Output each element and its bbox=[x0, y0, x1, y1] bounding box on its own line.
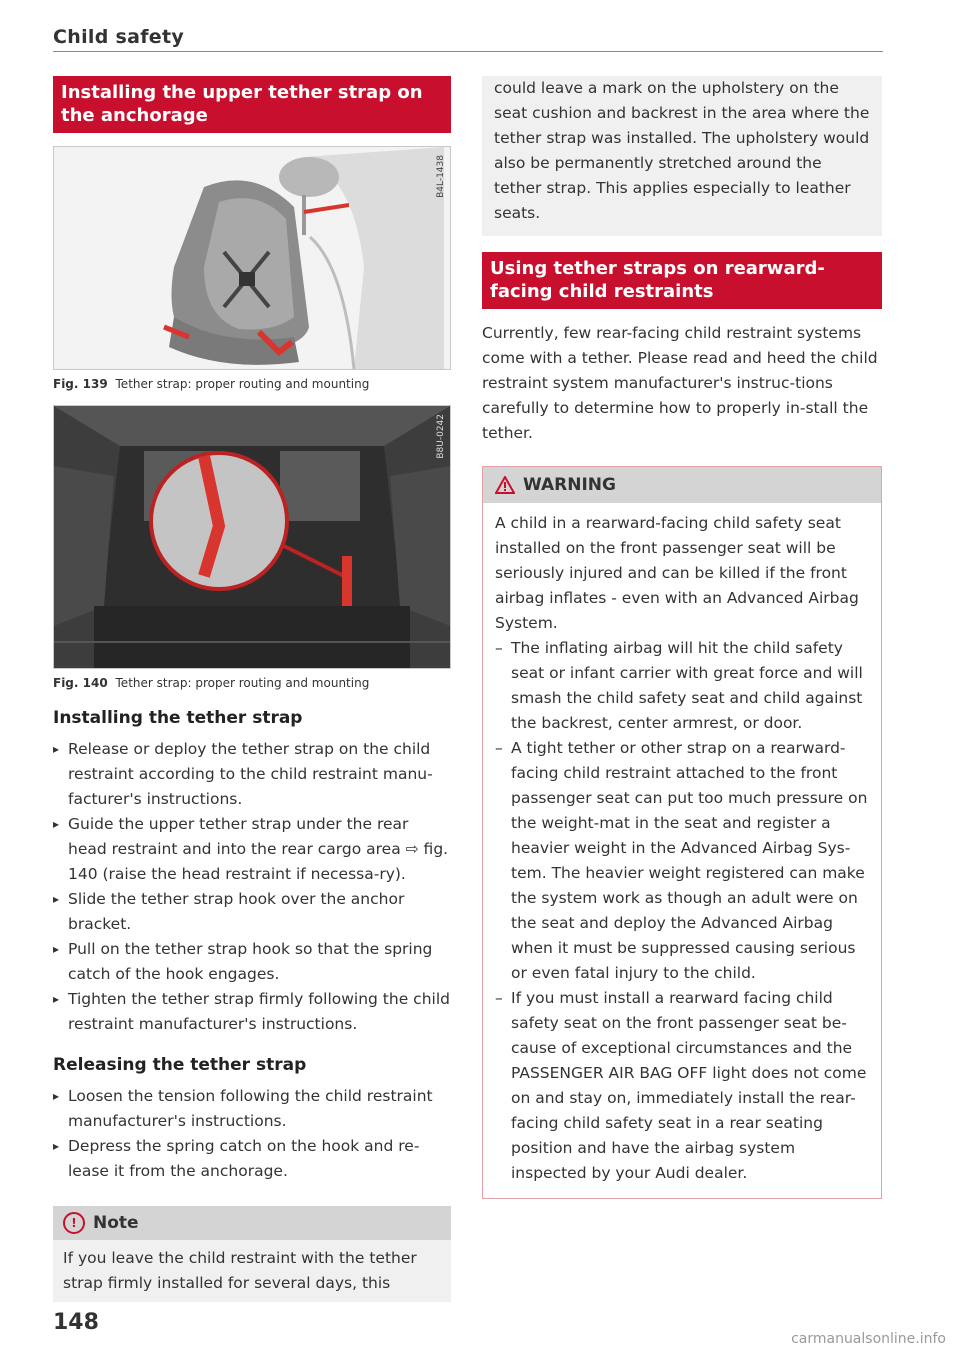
note-label: Note bbox=[93, 1213, 139, 1233]
section-heading-rearward: Using tether straps on rearward-facing child restraints bbox=[482, 252, 882, 309]
note-box bbox=[53, 1206, 451, 1302]
figure-code: B4L-1438 bbox=[436, 155, 446, 198]
right-column bbox=[482, 76, 882, 1199]
warning-body bbox=[483, 503, 881, 1198]
subheading-install: Installing the tether strap bbox=[53, 708, 303, 728]
figure-caption-text: Tether strap: proper routing and mounting bbox=[115, 377, 370, 391]
child-seat-illustration bbox=[54, 147, 450, 369]
install-steps-list bbox=[53, 737, 451, 1037]
warning-intro: A child in a rearward-facing child safety seat installed on the front passenger seat will be seriously injured and can be killed if the front airbag inflates - even with an Advanced Airbag System. bbox=[495, 514, 859, 632]
figure-caption-139 bbox=[53, 377, 451, 391]
note-continuation: could leave a mark on the upholstery on the seat cushion and backrest in the area where the tether strap was installed. The upholstery would also be permanently stretched around the tether strap. This applies especially to leather seats. bbox=[482, 76, 882, 236]
rearward-intro: Currently, few rear-facing child restraint systems come with a tether. Please read and heed the child restraint system manufacturer's instruc-tions carefully to determine how to properly in-stall the tether. bbox=[482, 324, 878, 442]
list-item: ▸ Guide the upper tether strap under the rear head restraint and into the rear cargo area ⇨ fig. 140 (raise the head restraint if necessa-ry). bbox=[53, 812, 451, 887]
figure-139 bbox=[53, 146, 451, 370]
list-item: ▸ Depress the spring catch on the hook and re-lease it from the anchorage. bbox=[53, 1134, 451, 1184]
list-item: – A tight tether or other strap on a rearward-facing child restraint attached to the front passenger seat can put too much pressure on the weight-mat in the seat and register a heavier weight in the Advanced Airbag Sys-tem. The heavier weight registered can make the system work as though an adult were on the seat and deploy the Advanced Airbag when it must be suppressed causing serious or even fatal injury to the child. bbox=[495, 736, 869, 986]
list-item: ▸ Tighten the tether strap firmly following the child restraint manufacturer's instructions. bbox=[53, 987, 451, 1037]
release-steps-list bbox=[53, 1084, 451, 1184]
figure-number: Fig. 140 bbox=[53, 676, 108, 690]
list-item: ▸ Pull on the tether strap hook so that the spring catch of the hook engages. bbox=[53, 937, 451, 987]
info-icon: ! bbox=[63, 1212, 85, 1234]
note-header bbox=[53, 1206, 451, 1240]
section-heading-installing: Installing the upper tether strap on the anchorage bbox=[53, 76, 451, 133]
list-item: – The inflating airbag will hit the child safety seat or infant carrier with great force and will smash the child safety seat and child against the backrest, center armrest, or door. bbox=[495, 636, 869, 736]
left-column bbox=[53, 76, 451, 1302]
page-number: 148 bbox=[53, 1310, 99, 1335]
figure-caption-text: Tether strap: proper routing and mounting bbox=[115, 676, 370, 690]
list-item: ▸ Release or deploy the tether strap on the child restraint according to the child restraint manu-facturer's instructions. bbox=[53, 737, 451, 812]
list-item: ▸ Loosen the tension following the child restraint manufacturer's instructions. bbox=[53, 1084, 451, 1134]
warning-box bbox=[482, 466, 882, 1199]
list-item: ▸ Slide the tether strap hook over the anchor bracket. bbox=[53, 887, 451, 937]
warning-list bbox=[495, 636, 869, 1186]
subheading-release: Releasing the tether strap bbox=[53, 1055, 307, 1075]
watermark: carmanualsonline.info bbox=[791, 1331, 946, 1347]
warning-triangle-icon bbox=[495, 476, 515, 494]
page-section-title: Child safety bbox=[53, 26, 185, 48]
warning-label: WARNING bbox=[523, 475, 616, 495]
figure-caption-140 bbox=[53, 676, 451, 690]
note-text: If you leave the child restraint with the tether strap firmly installed for several days, this bbox=[63, 1249, 417, 1292]
figure-number: Fig. 139 bbox=[53, 377, 108, 391]
figure-140 bbox=[53, 405, 451, 669]
warning-header bbox=[483, 467, 881, 503]
cargo-area-illustration bbox=[54, 406, 450, 668]
list-item: – If you must install a rearward facing child safety seat on the front passenger seat be-cause of exceptional circumstances and the PASSENGER AIR BAG OFF light does not come on and stay on, immediately install the rear-facing child safety seat in a rear seating position and have the airbag system inspected by your Audi dealer. bbox=[495, 986, 869, 1186]
header-divider bbox=[53, 51, 883, 52]
figure-code: B8U-0242 bbox=[436, 414, 446, 459]
